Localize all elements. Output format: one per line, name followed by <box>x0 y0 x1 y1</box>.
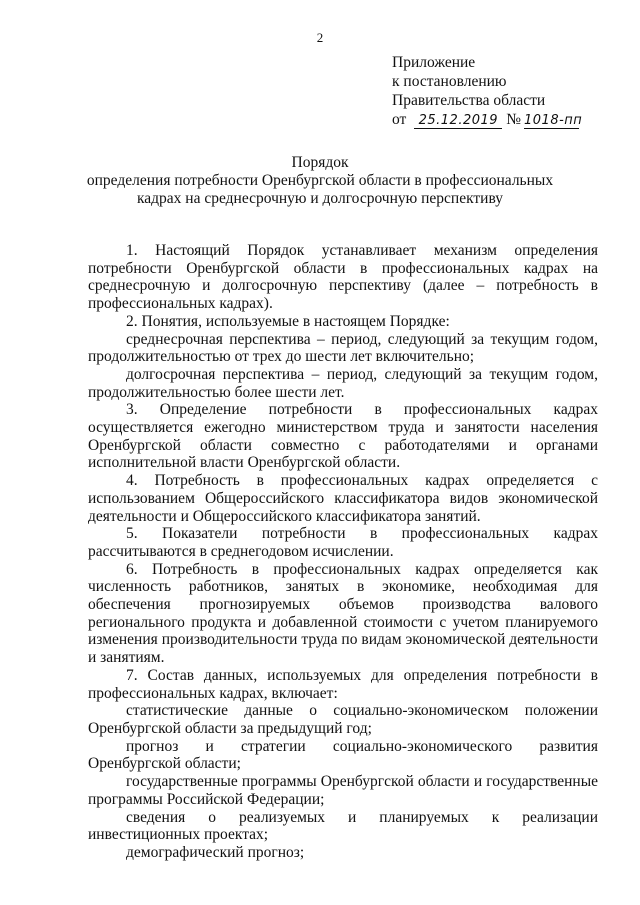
paragraph-7-item-4: сведения о реализуемых и планируемых к реализации инвестиционных проектах; <box>88 808 598 844</box>
appendix-line-2: к постановлению <box>392 73 507 90</box>
handwritten-number: 1018-пп <box>524 113 583 128</box>
paragraph-7-item-5: демографический прогноз; <box>126 843 305 861</box>
title-line-1: Порядок <box>291 154 349 171</box>
paragraph-2-item-2: долгосрочная перспектива – период, следующий за текущим годом, продолжительностью более шести лет. <box>88 365 598 401</box>
paragraph-3: 3. Определение потребности в профессиональных кадрах осуществляется ежегодно министерством труда и занятости населения Оренбургской области совместно с работодателями и органами исполнительной власти Оренбургской области. <box>88 401 598 472</box>
paragraph-7-item-3: государственные программы Оренбургской области и государственные программы Российской Федерации; <box>88 773 598 808</box>
handwritten-date: 25.12.2019 <box>414 113 502 129</box>
paragraph-7-item-2: прогноз и стратегии социально-экономического развития Оренбургской области; <box>88 737 598 773</box>
paragraph-7: 7. Состав данных, используемых для определения потребности в профессиональных кадрах, включает: <box>88 666 598 702</box>
paragraph-2-item-1: среднесрочная перспектива – период, следующий за текущим годом, продолжительностью от трех до шести лет включительно; <box>88 330 598 366</box>
page-number: 2 <box>316 30 324 45</box>
date-prefix: от <box>392 111 407 128</box>
title-line-3: кадрах на среднесрочную и долгосрочную перспективу <box>136 190 504 207</box>
paragraph-6: 6. Потребность в профессиональных кадрах определяется как численность работников, занятых в экономике, необходимая для обеспечения прогнозируемых объемов производства валового регионального продукта и добавленной стоимости с учетом планируемого изменения производительности труда по видам экономической деятельности и занятиям. <box>88 560 598 667</box>
document-title <box>0 154 640 208</box>
document-body <box>88 242 598 862</box>
appendix-line-1: Приложение <box>392 54 476 71</box>
appendix-block <box>392 53 632 129</box>
appendix-line-3: Правительства области <box>392 92 546 109</box>
appendix-date-line <box>392 110 632 129</box>
title-line-2: определения потребности Оренбургской области в профессиональных <box>86 172 554 189</box>
paragraph-1: 1. Настоящий Порядок устанавливает механизм определения потребности Оренбургской области в профессиональных кадрах на среднесрочную и долгосрочную перспективу (далее – потребность в профессиональных кадрах). <box>88 242 598 313</box>
number-prefix: № <box>506 111 521 128</box>
paragraph-4: 4. Потребность в профессиональных кадрах определяется с использованием Общероссийского классификатора видов экономической деятельности и Общероссийского классификатора занятий. <box>88 472 598 525</box>
paragraph-7-item-1: статистические данные о социально-экономическом положении Оренбургской области за предыдущий год; <box>88 702 598 737</box>
paragraph-2: 2. Понятия, используемые в настоящем Порядке: <box>126 312 450 330</box>
paragraph-5: 5. Показатели потребности в профессиональных кадрах рассчитываются в среднегодовом исчислении. <box>88 525 598 560</box>
